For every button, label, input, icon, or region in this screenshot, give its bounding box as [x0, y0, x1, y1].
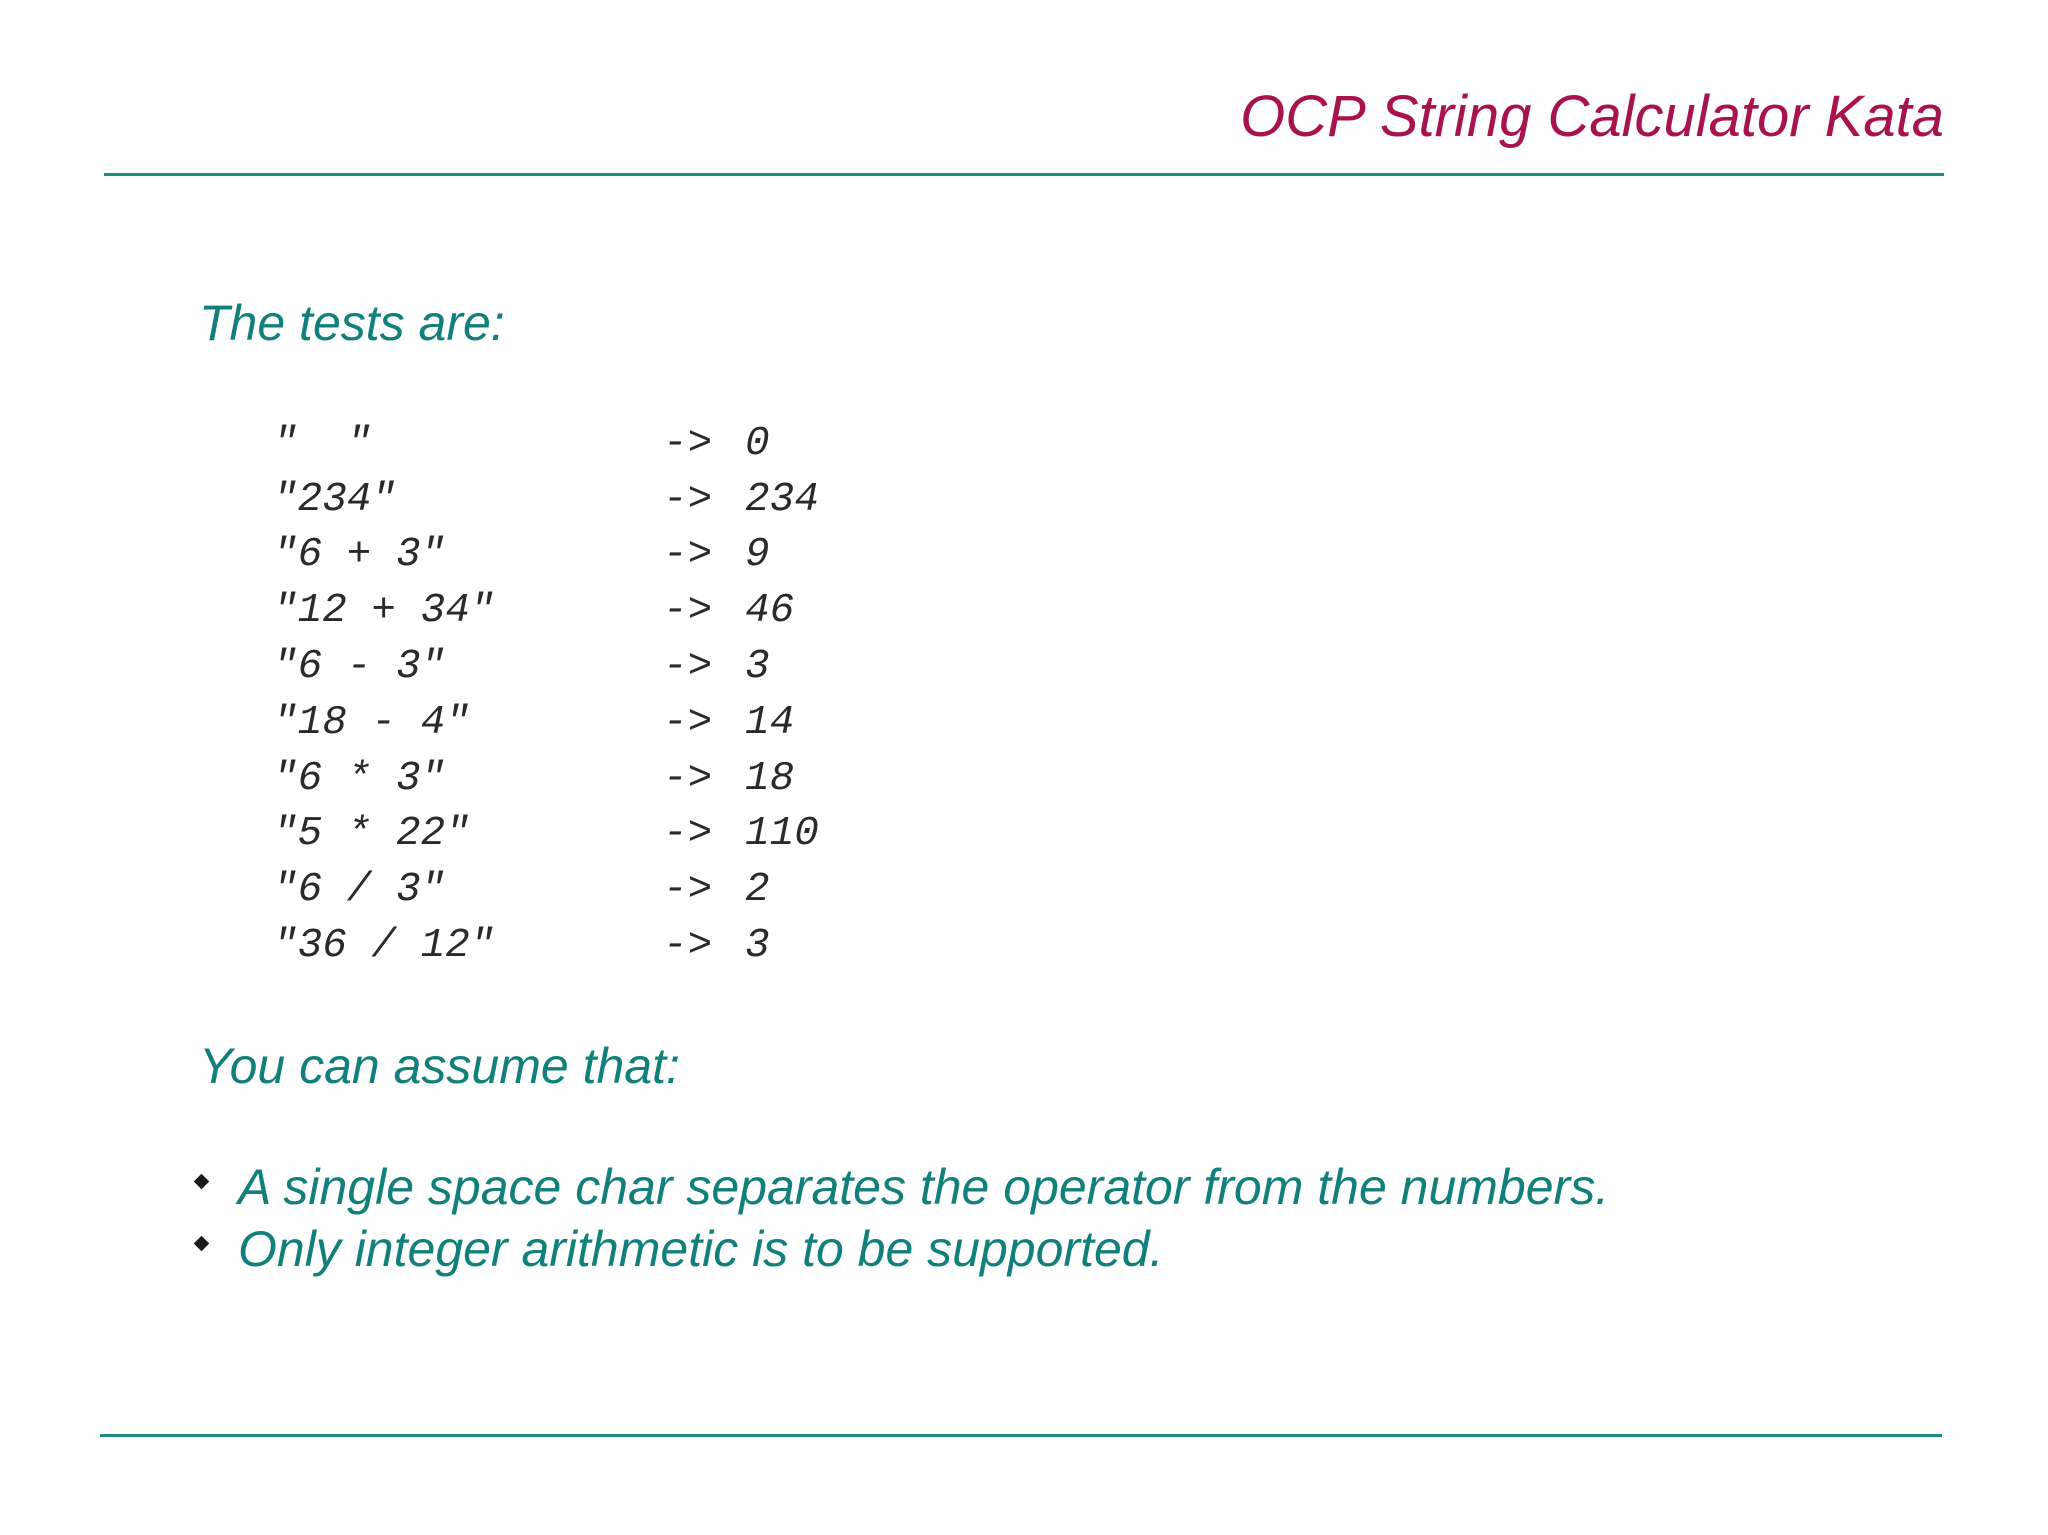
test-row	[273, 751, 819, 807]
tests-heading: The tests are:	[199, 295, 505, 351]
test-arrow: ->	[663, 923, 713, 970]
list-item	[196, 1156, 1609, 1218]
test-row	[273, 528, 819, 584]
test-row	[273, 416, 819, 472]
test-input: "6 * 3"	[273, 755, 446, 802]
test-arrow: ->	[663, 755, 713, 802]
diamond-bullet-icon	[194, 1235, 210, 1251]
slide-title: OCP String Calculator Kata	[1240, 84, 1944, 149]
test-result: 110	[745, 811, 819, 858]
test-input: " "	[273, 420, 372, 467]
test-arrow: ->	[663, 867, 713, 914]
test-input: "6 + 3"	[273, 532, 446, 579]
test-input: "234"	[273, 476, 397, 523]
tests-table	[273, 416, 819, 974]
test-row	[273, 862, 819, 918]
test-result: 2	[745, 867, 770, 914]
test-arrow: ->	[663, 811, 713, 858]
test-arrow: ->	[663, 476, 713, 523]
test-input: "6 - 3"	[273, 644, 446, 691]
test-row	[273, 472, 819, 528]
assume-heading: You can assume that:	[199, 1038, 680, 1094]
test-input: "6 / 3"	[273, 867, 446, 914]
assumption-text: Only integer arithmetic is to be supported.	[238, 1221, 1164, 1277]
test-result: 3	[745, 923, 770, 970]
test-arrow: ->	[663, 644, 713, 691]
test-result: 9	[745, 532, 770, 579]
test-input: "36 / 12"	[273, 923, 495, 970]
test-result: 234	[745, 476, 819, 523]
test-row	[273, 918, 819, 974]
test-result: 18	[745, 755, 795, 802]
test-result: 0	[745, 420, 770, 467]
assumptions-list	[196, 1156, 1609, 1280]
assumption-text: A single space char separates the operator from the numbers.	[238, 1159, 1610, 1215]
test-row	[273, 583, 819, 639]
test-row	[273, 639, 819, 695]
test-result: 46	[745, 588, 795, 635]
test-arrow: ->	[663, 420, 713, 467]
test-arrow: ->	[663, 699, 713, 746]
test-row	[273, 807, 819, 863]
list-item	[196, 1218, 1609, 1280]
top-divider	[104, 173, 1944, 176]
test-result: 14	[745, 699, 795, 746]
test-input: "18 - 4"	[273, 699, 470, 746]
test-row	[273, 695, 819, 751]
bottom-divider	[100, 1434, 1942, 1437]
test-input: "12 + 34"	[273, 588, 495, 635]
test-result: 3	[745, 644, 770, 691]
test-arrow: ->	[663, 532, 713, 579]
diamond-bullet-icon	[194, 1173, 210, 1189]
test-arrow: ->	[663, 588, 713, 635]
test-input: "5 * 22"	[273, 811, 470, 858]
